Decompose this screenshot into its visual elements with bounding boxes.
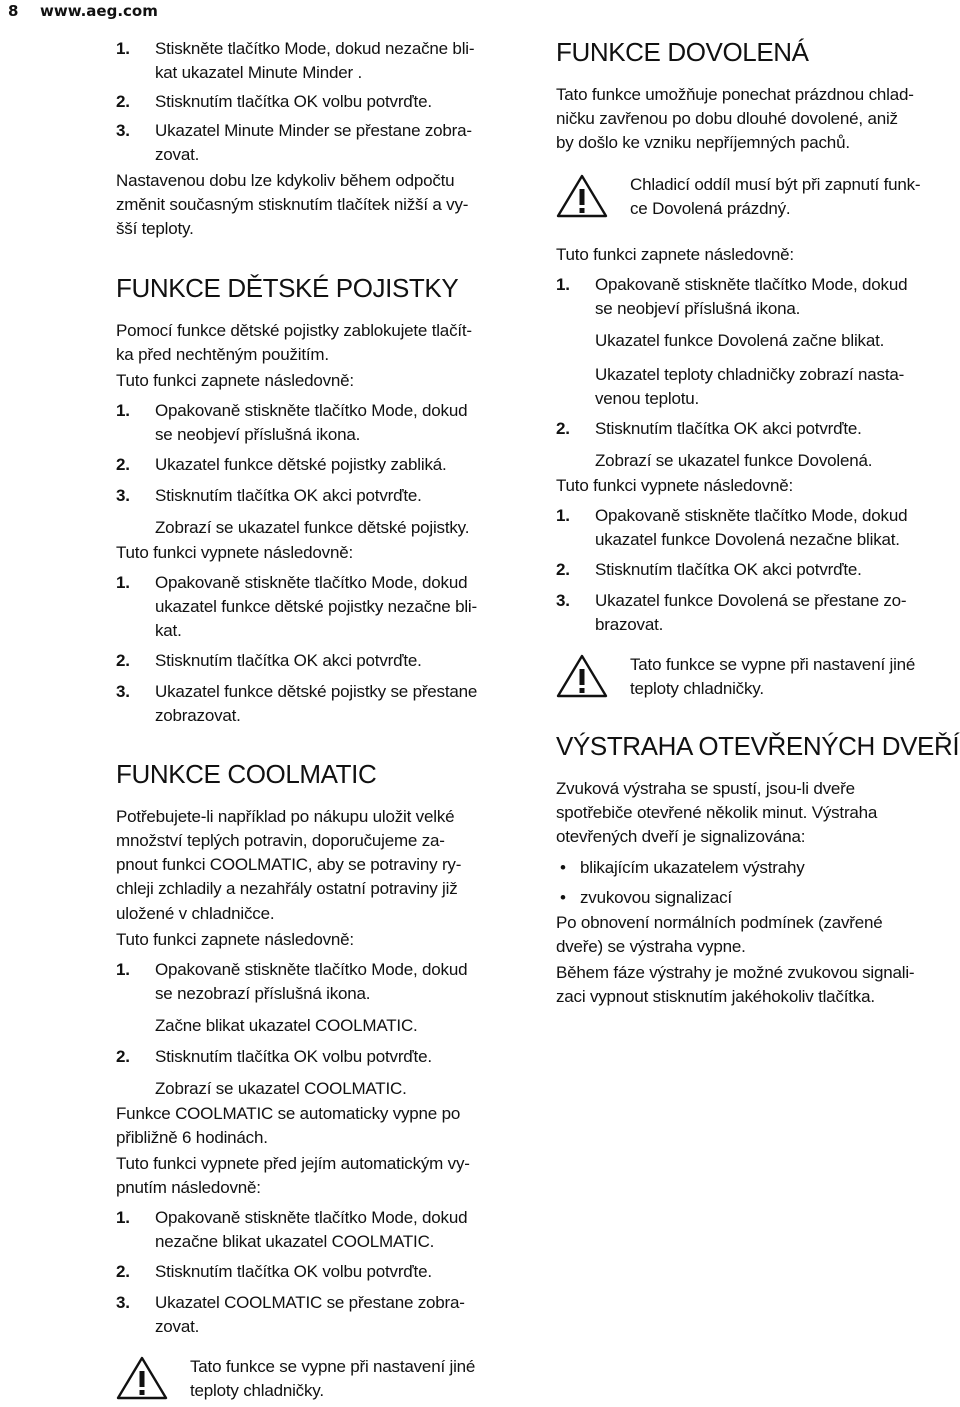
child-lock-on-heading: Tuto funkci zapnete následovně: bbox=[116, 371, 354, 390]
step-text: ukazatel funkce dětské pojistky nezačne bli- bbox=[155, 597, 477, 616]
step-text: Stisknutím tlačítka OK volbu potvrďte. bbox=[155, 1047, 432, 1066]
step-text: se neobjeví příslušná ikona. bbox=[595, 299, 801, 318]
step-result: Ukazatel teploty chladničky zobrazí nasta- bbox=[595, 365, 905, 384]
holiday-intro: Tato funkce umožňuje ponechat prázdnou chlad- bbox=[556, 85, 914, 104]
coolmatic-intro: Potřebujete-li například po nákupu uložit velké bbox=[116, 807, 455, 826]
bullet-dot-icon: • bbox=[560, 888, 566, 907]
child-lock-intro: ka před nechtěným použitím. bbox=[116, 345, 329, 364]
step-text: Stisknutím tlačítka OK volbu potvrďte. bbox=[155, 92, 432, 111]
step-number: 3. bbox=[116, 682, 130, 701]
coolmatic-intro: pnout funkci COOLMATIC, aby se potraviny ry- bbox=[116, 855, 462, 874]
step-text: Stisknutím tlačítka OK akci potvrďte. bbox=[155, 486, 422, 505]
warning-triangle-icon bbox=[116, 1356, 168, 1400]
step-text: zovat. bbox=[155, 1317, 200, 1336]
holiday-warning-text: Chladicí oddíl musí být při zapnutí funk- bbox=[630, 175, 921, 194]
holiday-on-heading: Tuto funkci zapnete následovně: bbox=[556, 245, 794, 264]
door-alarm-after: dveře) se výstraha vypne. bbox=[556, 937, 746, 956]
door-alarm-bullet: zvukovou signalizací bbox=[580, 888, 732, 907]
door-alarm-after: Během fáze výstrahy je možné zvukovou signali- bbox=[556, 963, 915, 982]
step-number: 3. bbox=[556, 591, 570, 610]
step-number: 1. bbox=[116, 39, 130, 58]
step-number: 2. bbox=[116, 455, 130, 474]
holiday-intro: ničku zavřenou po dobu dlouhé dovolené, aniž bbox=[556, 109, 898, 128]
minute-minder-note: šší teploty. bbox=[116, 219, 194, 238]
coolmatic-intro: množství teplých potravin, doporučujeme za- bbox=[116, 831, 445, 850]
step-text: Opakovaně stiskněte tlačítko Mode, dokud bbox=[595, 506, 908, 525]
bullet-dot-icon: • bbox=[560, 858, 566, 877]
step-result: Zobrazí se ukazatel funkce dětské pojistky. bbox=[155, 518, 470, 537]
child-lock-intro: Pomocí funkce dětské pojistky zablokujete tlačít- bbox=[116, 321, 472, 340]
step-result: venou teplotu. bbox=[595, 389, 700, 408]
step-number: 3. bbox=[116, 1293, 130, 1312]
step-text: Stisknutím tlačítka OK volbu potvrďte. bbox=[155, 1262, 432, 1281]
step-number: 1. bbox=[116, 573, 130, 592]
step-text: ukazatel funkce Dovolená nezačne blikat. bbox=[595, 530, 900, 549]
step-text: Opakovaně stiskněte tlačítko Mode, dokud bbox=[155, 960, 468, 979]
step-number: 2. bbox=[116, 1047, 130, 1066]
coolmatic-off-heading: pnutím následovně: bbox=[116, 1178, 261, 1197]
step-text: Ukazatel COOLMATIC se přestane zobra- bbox=[155, 1293, 465, 1312]
step-number: 1. bbox=[556, 506, 570, 525]
step-text: se nezobrazí příslušná ikona. bbox=[155, 984, 371, 1003]
step-text: Opakovaně stiskněte tlačítko Mode, dokud bbox=[595, 275, 908, 294]
step-result: Zobrazí se ukazatel COOLMATIC. bbox=[155, 1079, 407, 1098]
coolmatic-auto-off: Funkce COOLMATIC se automaticky vypne po bbox=[116, 1104, 461, 1123]
coolmatic-off-heading: Tuto funkci vypnete před jejím automatickým vy- bbox=[116, 1154, 470, 1173]
door-alarm-intro: otevřených dveří je signalizována: bbox=[556, 827, 806, 846]
door-alarm-intro: spotřebiče otevřené několik minut. Výstraha bbox=[556, 803, 878, 822]
step-text: Opakovaně stiskněte tlačítko Mode, dokud bbox=[155, 573, 468, 592]
coolmatic-on-heading: Tuto funkci zapnete následovně: bbox=[116, 930, 354, 949]
step-number: 2. bbox=[116, 92, 130, 111]
holiday-heading: FUNKCE DOVOLENÁ bbox=[556, 37, 809, 67]
door-alarm-bullet: blikajícím ukazatelem výstrahy bbox=[580, 858, 805, 877]
door-alarm-after: Po obnovení normálních podmínek (zavřené bbox=[556, 913, 883, 932]
child-lock-heading: FUNKCE DĚTSKÉ POJISTKY bbox=[116, 273, 459, 303]
step-text: Opakovaně stiskněte tlačítko Mode, dokud bbox=[155, 1208, 468, 1227]
step-text: kat. bbox=[155, 621, 182, 640]
step-number: 1. bbox=[116, 1208, 130, 1227]
step-number: 2. bbox=[556, 419, 570, 438]
step-number: 2. bbox=[116, 1262, 130, 1281]
step-number: 2. bbox=[116, 651, 130, 670]
step-number: 1. bbox=[556, 275, 570, 294]
step-text: se neobjeví příslušná ikona. bbox=[155, 425, 361, 444]
coolmatic-auto-off: přibližně 6 hodinách. bbox=[116, 1128, 268, 1147]
step-text: brazovat. bbox=[595, 615, 664, 634]
holiday-warning-2-text: Tato funkce se vypne při nastavení jiné bbox=[630, 655, 916, 674]
page-number: 8 bbox=[8, 2, 19, 20]
step-result: Ukazatel funkce Dovolená začne blikat. bbox=[595, 331, 885, 350]
minute-minder-note: Nastavenou dobu lze kdykoliv během odpočtu bbox=[116, 171, 455, 190]
coolmatic-heading: FUNKCE COOLMATIC bbox=[116, 759, 377, 789]
step-text: Opakovaně stiskněte tlačítko Mode, dokud bbox=[155, 401, 468, 420]
step-number: 1. bbox=[116, 960, 130, 979]
site-url: www.aeg.com bbox=[40, 2, 158, 20]
step-text: zobrazovat. bbox=[155, 706, 241, 725]
coolmatic-warning-text: Tato funkce se vypne při nastavení jiné bbox=[190, 1357, 476, 1376]
step-text: zovat. bbox=[155, 145, 200, 164]
coolmatic-warning-text: teploty chladničky. bbox=[190, 1381, 324, 1400]
step-text: nezačne blikat ukazatel COOLMATIC. bbox=[155, 1232, 435, 1251]
holiday-warning-2-text: teploty chladničky. bbox=[630, 679, 764, 698]
step-number: 1. bbox=[116, 401, 130, 420]
step-text: Ukazatel funkce dětské pojistky se přestane bbox=[155, 682, 478, 701]
step-text: Stisknutím tlačítka OK akci potvrďte. bbox=[155, 651, 422, 670]
page-header bbox=[0, 0, 960, 24]
step-text: Stiskněte tlačítko Mode, dokud nezačne bli- bbox=[155, 39, 475, 58]
step-number: 3. bbox=[116, 121, 130, 140]
step-text: Stisknutím tlačítka OK akci potvrďte. bbox=[595, 560, 862, 579]
step-text: Ukazatel Minute Minder se přestane zobra- bbox=[155, 121, 472, 140]
step-text: Ukazatel funkce dětské pojistky zabliká. bbox=[155, 455, 447, 474]
holiday-warning-text: ce Dovolená prázdný. bbox=[630, 199, 791, 218]
step-number: 3. bbox=[116, 486, 130, 505]
holiday-intro: by došlo ke vzniku nepříjemných pachů. bbox=[556, 133, 850, 152]
warning-triangle-icon bbox=[556, 174, 608, 218]
step-text: kat ukazatel Minute Minder . bbox=[155, 63, 362, 82]
door-alarm-intro: Zvuková výstraha se spustí, jsou-li dveře bbox=[556, 779, 855, 798]
door-alarm-heading: VÝSTRAHA OTEVŘENÝCH DVEŘÍ bbox=[556, 731, 960, 761]
coolmatic-intro: uložené v chladničce. bbox=[116, 904, 275, 923]
step-result: Zobrazí se ukazatel funkce Dovolená. bbox=[595, 451, 873, 470]
child-lock-off-heading: Tuto funkci vypnete následovně: bbox=[116, 543, 353, 562]
coolmatic-intro: chleji zchladily a nezahřály ostatní potraviny již bbox=[116, 879, 458, 898]
holiday-off-heading: Tuto funkci vypnete následovně: bbox=[556, 476, 793, 495]
step-text: Ukazatel funkce Dovolená se přestane zo- bbox=[595, 591, 907, 610]
warning-triangle-icon bbox=[556, 654, 608, 698]
step-number: 2. bbox=[556, 560, 570, 579]
step-result: Začne blikat ukazatel COOLMATIC. bbox=[155, 1016, 418, 1035]
step-text: Stisknutím tlačítka OK akci potvrďte. bbox=[595, 419, 862, 438]
door-alarm-after: zaci vypnout stisknutím jakéhokoliv tlačítka. bbox=[556, 987, 875, 1006]
minute-minder-note: změnit současným stisknutím tlačítek nižší a vy- bbox=[116, 195, 469, 214]
